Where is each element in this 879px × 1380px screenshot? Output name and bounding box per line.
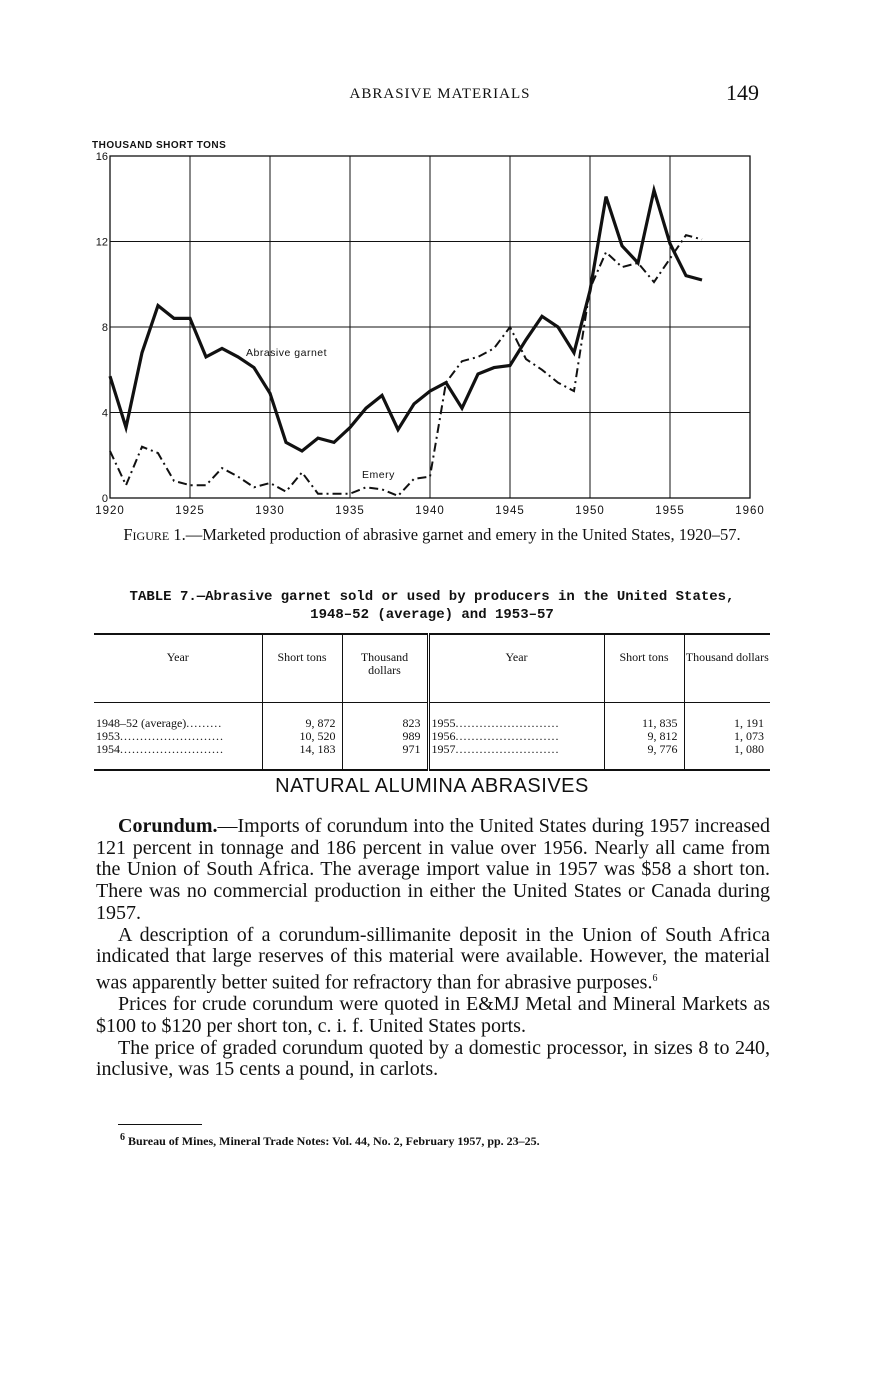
row-thousand-dollars: 971 [342,742,428,770]
table-header-row [94,634,770,703]
header-year-1: Year [94,634,262,703]
row-thousand-dollars: 1, 080 [684,742,770,770]
series-line-abrasive-garnet [110,190,702,451]
header-short-tons-1: Short tons [262,634,342,703]
body-text [96,816,770,1081]
row-short-tons: 9, 776 [604,742,684,770]
header-thousand-dollars-2: Thousand dollars [684,634,770,703]
row-thousand-dollars: 1, 191 [684,703,770,730]
footnote-marker: 6 [120,1132,125,1143]
chart-grid [110,156,750,498]
paragraph-1-text: —Imports of corundum into the United States during 1957 increased 121 percent in tonnage and 186 percent in value over 1956. Nearly all came from the Union of South Africa. The average import value in 1957 was $58 a short ton. There was no commercial production in either the United States or Canada during 1957. [96,815,770,924]
annotation-abrasive-garnet: Abrasive garnet [246,347,328,359]
y-tick-label: 16 [95,151,108,163]
x-tick-label: 1920 [95,505,125,517]
y-tick-label: 0 [101,493,108,505]
paragraph-deposit [96,925,770,995]
x-tick-label: 1930 [255,505,285,517]
footnote-reference: 6 [652,972,658,984]
row-year: 1956 [431,729,456,743]
chart-series [110,190,702,496]
y-tick-label: 12 [95,236,108,249]
figure-caption-text: —Marketed production of abrasive garnet and emery in the United States, 1920–57. [185,525,741,544]
footnote-rule [118,1124,202,1125]
y-axis-label: THOUSAND SHORT TONS [92,140,227,151]
header-year-2: Year [428,634,604,703]
table-row: 1954.......................... 14, 183 971 1957.......................... 9, 776 1, 080 [94,742,770,770]
row-thousand-dollars: 1, 073 [684,729,770,742]
row-year: 1953 [96,729,120,743]
x-tick-label: 1925 [175,505,205,517]
row-year: 1957 [431,742,456,756]
row-thousand-dollars: 989 [342,729,428,742]
running-title: ABRASIVE MATERIALS [349,86,531,102]
figure-label: Figure 1. [123,525,186,544]
row-year: 1948–52 (average) [96,716,187,730]
page-number: 149 [726,80,759,105]
paragraph-corundum-imports [96,816,770,925]
x-tick-label: 1960 [735,505,765,517]
table-title-line-1: TABLE 7.—Abrasive garnet sold or used by producers in the United States, [129,589,735,605]
x-tick-label: 1955 [655,505,685,517]
paragraph-2-text: A description of a corundum-sillimanite deposit in the Union of South Africa indicated that large reserves of this material were available. However, the material was apparently better suited for refractory than for abrasive purposes. [96,923,770,994]
header-thousand-dollars-1: Thousand dollars [342,634,428,703]
row-short-tons: 9, 872 [262,703,342,730]
x-tick-label: 1935 [335,505,365,517]
table-title [94,588,770,624]
row-thousand-dollars: 823 [342,703,428,730]
row-year: 1954 [96,742,120,756]
footnote [120,1132,770,1149]
run-in-heading: Corundum. [118,815,218,837]
section-heading: NATURAL ALUMINA ABRASIVES [275,775,589,797]
row-short-tons: 11, 835 [604,703,684,730]
row-short-tons: 14, 183 [262,742,342,770]
header-short-tons-2: Short tons [604,634,684,703]
table-row: 1948–52 (average)......... 9, 872 823 1955.......................... 11, 835 1, 191 [94,703,770,730]
row-year: 1955 [431,716,456,730]
row-short-tons: 9, 812 [604,729,684,742]
x-tick-label: 1950 [575,505,605,517]
row-short-tons: 10, 520 [262,729,342,742]
y-tick-label: 4 [101,407,108,420]
y-tick-label: 8 [101,322,108,334]
x-tick-label: 1945 [495,505,525,517]
x-tick-label: 1940 [415,505,445,517]
production-chart [80,134,780,526]
table-row: 1953.......................... 10, 520 989 1956.......................... 9, 812 1, 073 [94,729,770,742]
paragraph-graded-price: The price of graded corundum quoted by a domestic processor, in sizes 8 to 240, inclusive, was 15 cents a pound, in carlots. [96,1036,770,1081]
annotation-emery: Emery [362,469,395,481]
figure-caption [94,526,770,544]
garnet-table [94,633,770,771]
footnote-text: Bureau of Mines, Mineral Trade Notes: Vol. 44, No. 2, February 1957, pp. 23–25. [128,1134,540,1148]
series-line-emery [110,235,702,496]
paragraph-prices: Prices for crude corundum were quoted in E&MJ Metal and Mineral Markets as $100 to $120 per short ton, c. i. f. United States ports. [96,993,770,1037]
table-title-line-2: 1948–52 (average) and 1953–57 [310,607,554,623]
